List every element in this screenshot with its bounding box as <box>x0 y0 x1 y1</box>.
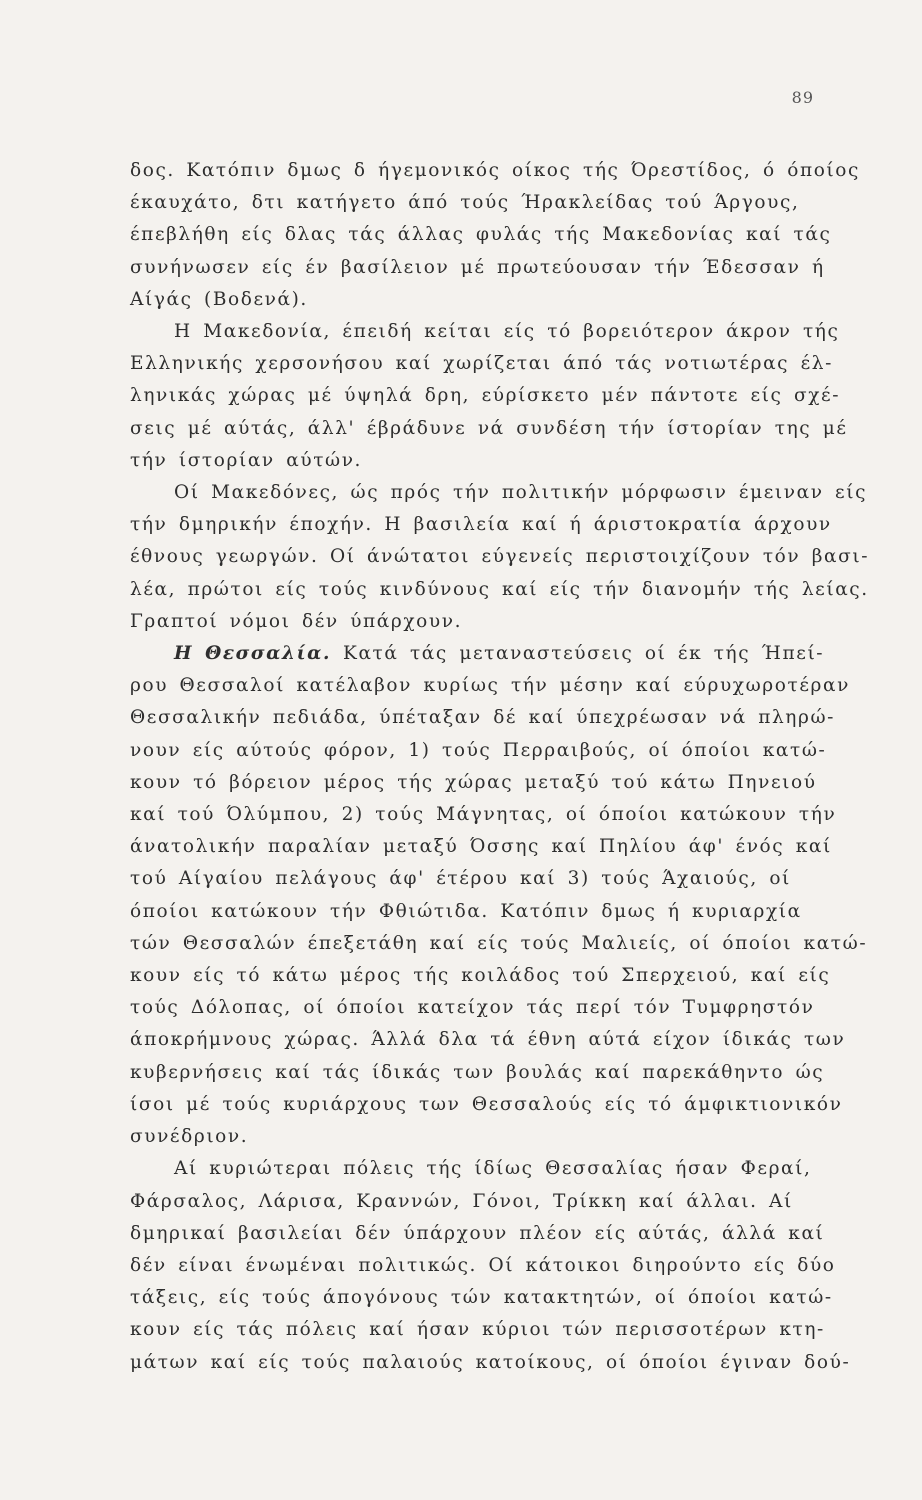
text-line: ίσοι μέ τούς κυριάρχους των Θεσσαλούς είς τό άμφικτιονικόν <box>130 1093 843 1115</box>
text-line: Οί Μακεδόνες, ώς πρός τήν πολιτικήν μόρφωσιν έμειναν είς <box>174 482 868 504</box>
text-line: μάτων καί είς τούς παλαιούς κατοίκους, οί όποίοι έγιναν δού- <box>130 1351 851 1373</box>
text-line: κουν είς τάς πόλεις καί ήσαν κύριοι τών περισσοτέρων κτη- <box>130 1319 825 1341</box>
text-line: κουν τό βόρειον μέρος τής χώρας μεταξύ τού κάτω Πηνειού <box>130 771 817 793</box>
text-line: δος. Κατόπιν δμως δ ήγεμονικός οίκος τής Όρεστίδος, ό όποίος <box>130 160 860 181</box>
text-line: λέα, πρώτοι είς τούς κινδύνους καί είς τήν διανομήν τής λείας. <box>130 578 869 600</box>
text-line: έπεβλήθη είς δλας τάς άλλας φυλάς τής Μακεδονίας καί τάς <box>130 224 832 246</box>
text-line: άνατολικήν παραλίαν μεταξύ Όσσης καί Πηλίου άφ' ένός καί <box>130 836 832 858</box>
text-line: ρου Θεσσαλοί κατέλαβον κυρίως τήν μέσην καί εύρυχωροτέραν <box>130 675 850 697</box>
text-line: κυβερνήσεις καί τάς ίδικάς των βουλάς καί παρεκάθηντο ώς <box>130 1061 825 1083</box>
text-line: τήν ίστορίαν αύτών. <box>130 449 363 471</box>
section-heading: Η Θεσσαλία. <box>174 643 344 665</box>
text-line: τού Αίγαίου πελάγους άφ' έτέρου καί 3) τούς Άχαιούς, οί <box>130 868 791 890</box>
body-text <box>130 155 870 1379</box>
text-line: κουν είς τό κάτω μέρος τής κοιλάδος τού Σπερχειού, καί είς <box>130 965 831 987</box>
text-line: Γραπτοί νόμοι δέν ύπάρχουν. <box>130 610 463 632</box>
text-line: Θεσσαλικήν πεδιάδα, ύπέταξαν δέ καί ύπεχρέωσαν νά πληρώ- <box>130 707 835 729</box>
text-line: έθνους γεωργών. Οί άνώτατοι εύγενείς περιστοιχίζουν τόν βασι- <box>130 546 870 568</box>
text-line: Αίγάς (Βοδενά). <box>130 288 308 310</box>
text-line: όποίοι κατώκουν τήν Φθιώτιδα. Κατόπιν δμως ή κυριαρχία <box>130 900 802 922</box>
text-line: συνέδριον. <box>130 1126 249 1148</box>
text-line: έκαυχάτο, δτι κατήγετο άπό τούς Ήρακλείδας τού Άργους, <box>130 192 800 214</box>
text-line-content: Κατά τάς μεταναστεύσεις οί έκ τής Ήπεί- <box>343 643 825 665</box>
text-line: καί τού Όλύμπου, 2) τούς Μάγνητας, οί όποίοι κατώκουν τήν <box>130 804 837 826</box>
text-line: δέν είναι ένωμέναι πολιτικώς. Οί κάτοικοι διηρούντο είς δύο <box>130 1254 836 1276</box>
text-line: σεις μέ αύτάς, άλλ' έβράδυνε νά συνδέση τήν ίστορίαν της μέ <box>130 417 848 439</box>
text-line: Φάρσαλος, Λάρισα, Κραννών, Γόνοι, Τρίκκη καί άλλαι. Αί <box>130 1190 793 1212</box>
text-line: δμηρικαί βασιλείαι δέν ύπάρχουν πλέον είς αύτάς, άλλά καί <box>130 1222 825 1244</box>
text-line: ληνικάς χώρας μέ ύψηλά δρη, εύρίσκετο μέν πάντοτε είς σχέ- <box>130 385 841 407</box>
text-line <box>130 638 825 670</box>
text-line: Η Μακεδονία, έπειδή κείται είς τό βορειότερον άκρον τής <box>174 321 840 343</box>
text-line: νουν είς αύτούς φόρον, 1) τούς Περραιβούς, οί όποίοι κατώ- <box>130 739 827 761</box>
text-line: άποκρήμνους χώρας. Άλλά δλα τά έθνη αύτά είχον ίδικάς των <box>130 1029 846 1051</box>
text-line: Αί κυριώτεραι πόλεις τής ίδίως Θεσσαλίας ήσαν Φεραί, <box>174 1158 812 1180</box>
text-line: τών Θεσσαλών έπεξετάθη καί είς τούς Μαλιείς, οί όποίοι κατώ- <box>130 932 868 954</box>
text-line: τήν δμηρικήν έποχήν. Η βασιλεία καί ή άριστοκρατία άρχουν <box>130 514 832 536</box>
text-line: συνήνωσεν είς έν βασίλειον μέ πρωτεύουσαν τήν Έδεσσαν ή <box>130 256 825 278</box>
text-line: τούς Δόλοπας, οί όποίοι κατείχον τάς περί τόν Τυμφρηστόν <box>130 997 815 1019</box>
page-number: 89 <box>791 88 814 107</box>
text-line: τάξεις, είς τούς άπογόνους τών κατακτητών, οί όποίοι κατώ- <box>130 1287 833 1309</box>
text-line: Ελληνικής χερσονήσου καί χωρίζεται άπό τάς νοτιωτέρας έλ- <box>130 353 833 375</box>
